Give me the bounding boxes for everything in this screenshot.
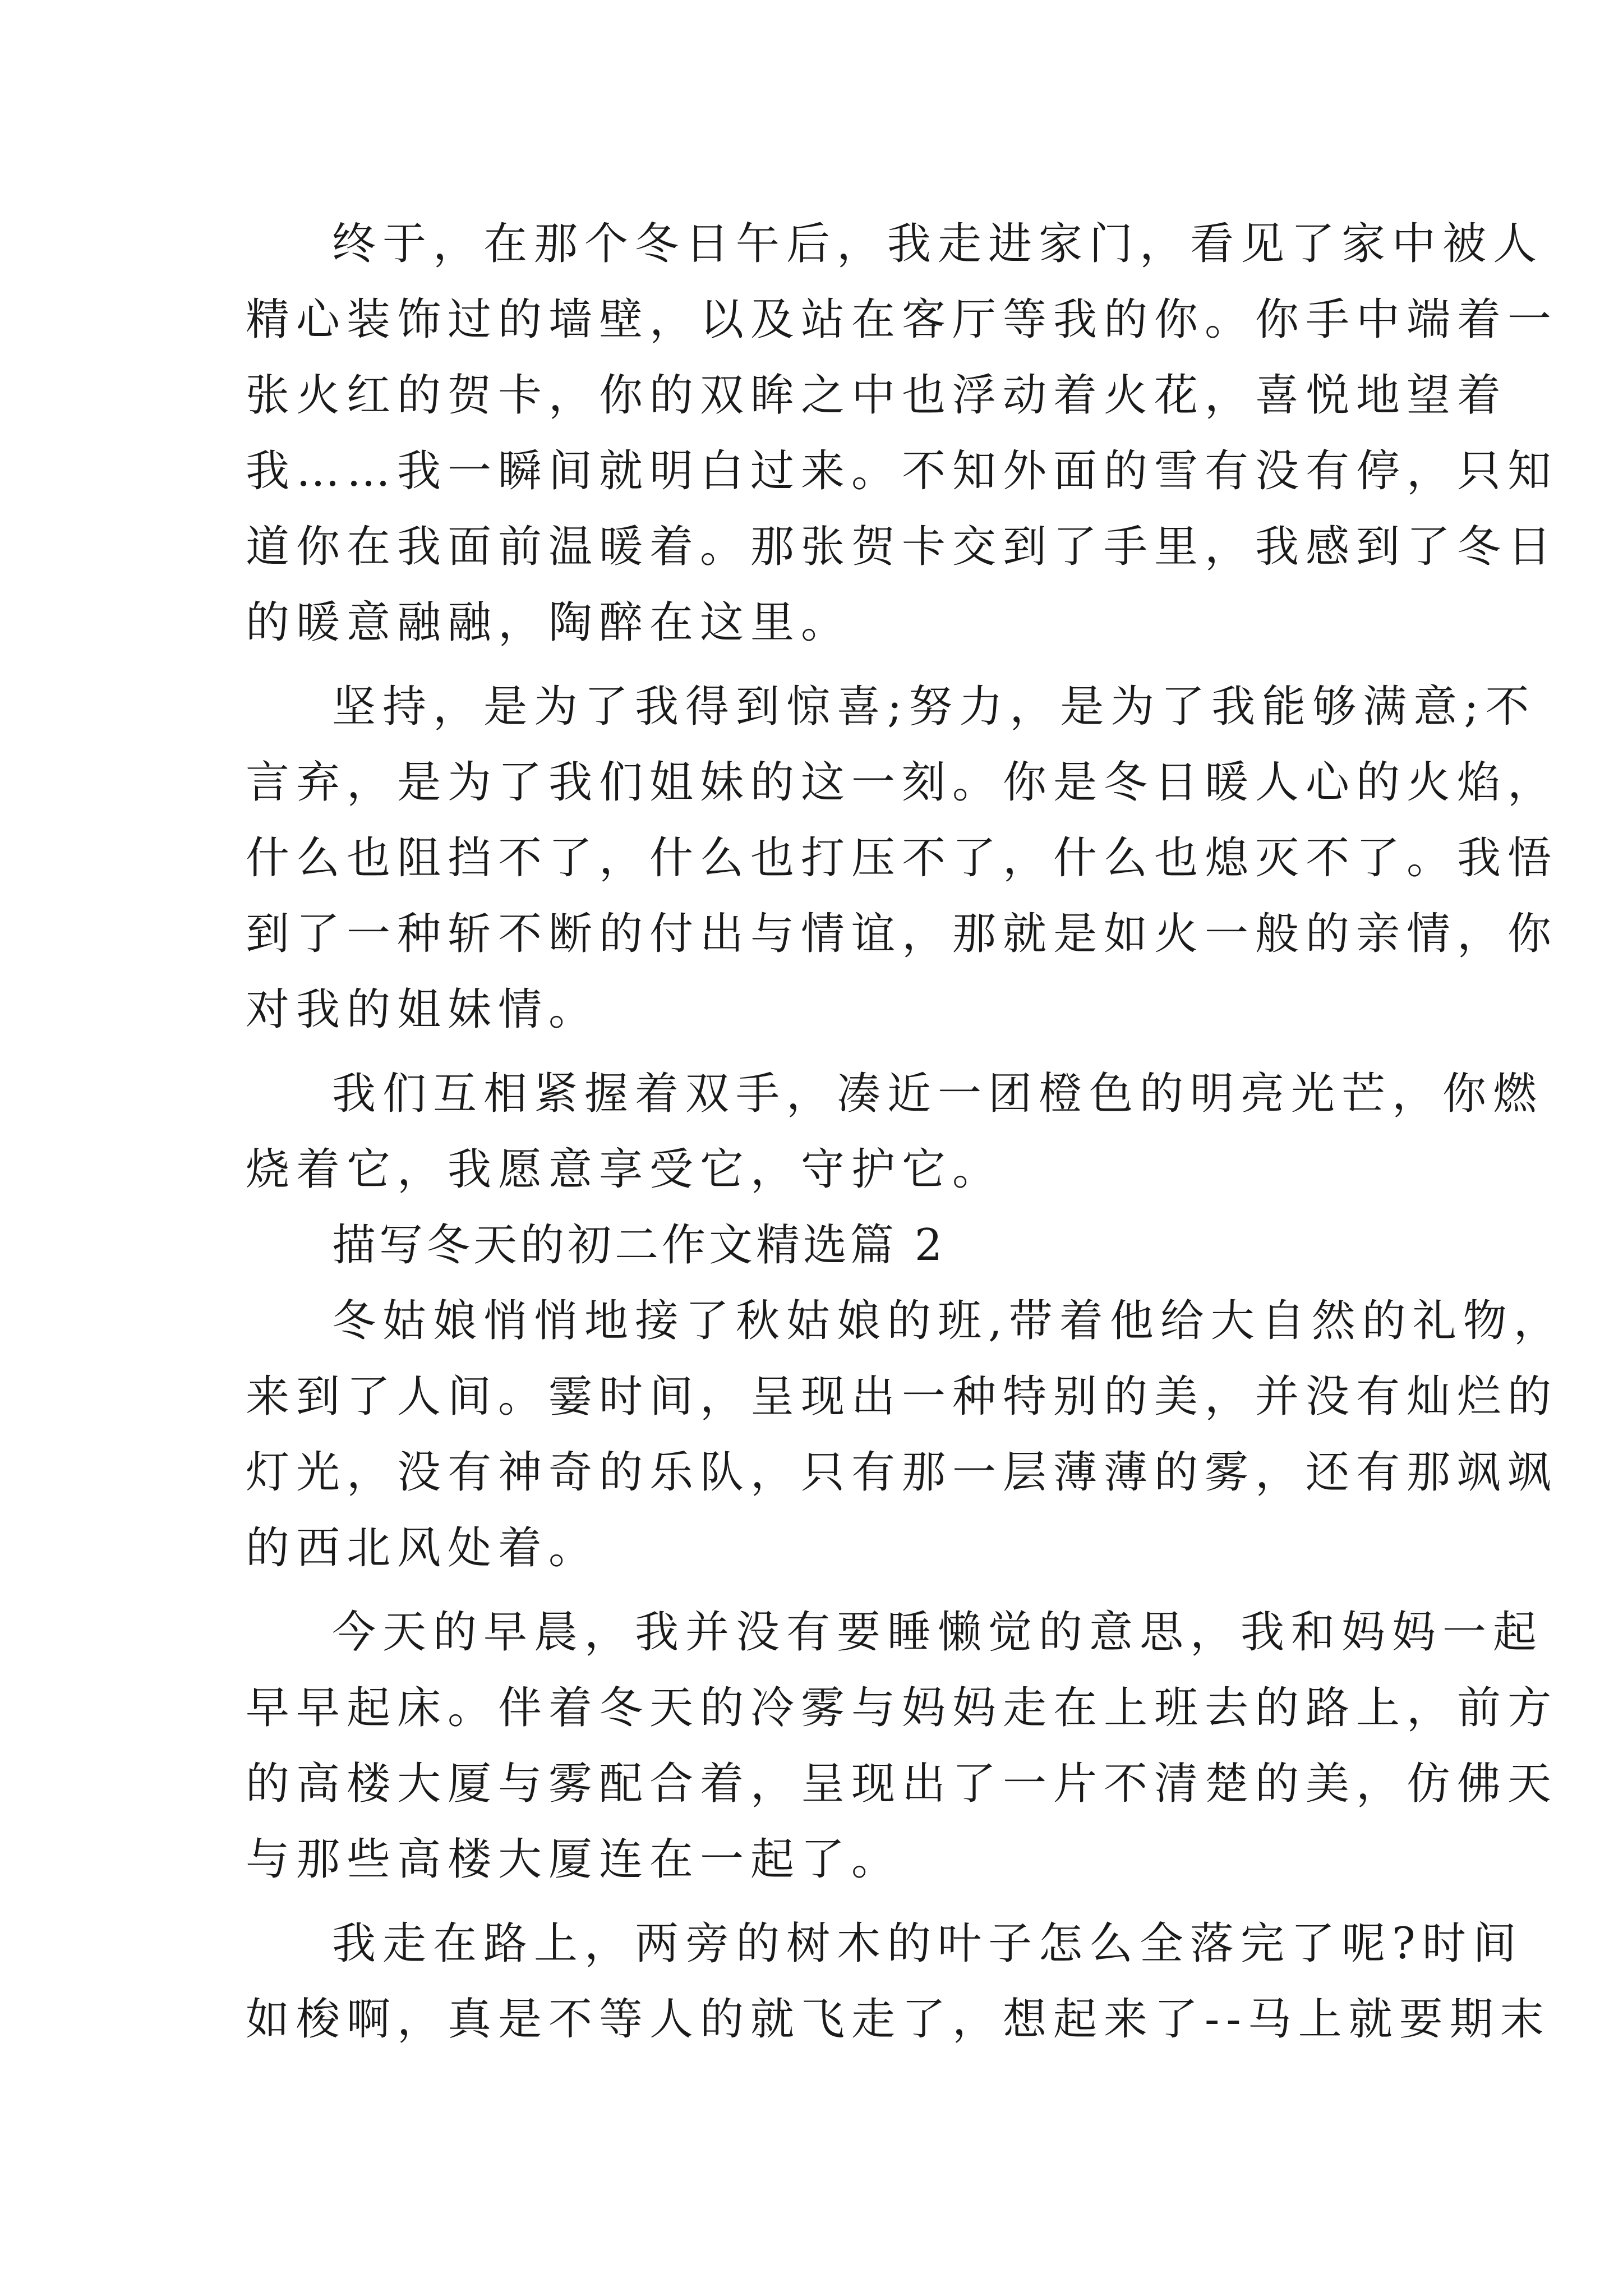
text-line: 灯光，没有神奇的乐队，只有那一层薄薄的雾，还有那飒飒 bbox=[246, 1447, 1559, 1498]
text-line: 我……我一瞬间就明白过来。不知外面的雪有没有停，只知 bbox=[246, 446, 1559, 496]
text-line: 精心装饰过的墙壁，以及站在客厅等我的你。你手中端着一 bbox=[246, 295, 1559, 345]
text-line: 什么也阻挡不了，什么也打压不了，什么也熄灭不了。我悟 bbox=[246, 833, 1559, 884]
text-line: 坚持，是为了我得到惊喜;努力，是为了我能够满意;不 bbox=[332, 682, 1536, 732]
text-line: 今天的早晨，我并没有要睡懒觉的意思，我和妈妈一起 bbox=[332, 1607, 1544, 1658]
text-line: 冬姑娘悄悄地接了秋姑娘的班,带着他给大自然的礼物， bbox=[332, 1296, 1564, 1346]
text-line: 的高楼大厦与雾配合着，呈现出了一片不清楚的美，仿佛天 bbox=[246, 1759, 1559, 1809]
text-line: 我走在路上，两旁的树木的叶子怎么全落完了呢?时间 bbox=[332, 1918, 1523, 1969]
text-line: 的西北风处着。 bbox=[246, 1523, 600, 1573]
text-line: 与那些高楼大厦连在一起了。 bbox=[246, 1834, 902, 1885]
text-line: 张火红的贺卡，你的双眸之中也浮动着火花，喜悦地望着 bbox=[246, 370, 1508, 421]
text-line: 我们互相紧握着双手，凑近一团橙色的明亮光芒，你燃 bbox=[332, 1069, 1544, 1119]
text-line: 道你在我面前温暖着。那张贺卡交到了手里，我感到了冬日 bbox=[246, 522, 1559, 572]
text-line: 来到了人间。霎时间，呈现出一种特别的美，并没有灿烂的 bbox=[246, 1372, 1559, 1422]
text-line: 的暖意融融，陶醉在这里。 bbox=[246, 597, 852, 648]
text-line: 终于，在那个冬日午后，我走进家门，看见了家中被人 bbox=[332, 219, 1544, 269]
text-line: 烧着它，我愿意享受它，守护它。 bbox=[246, 1144, 1003, 1195]
section-heading: 描写冬天的初二作文精选篇 2 bbox=[332, 1220, 946, 1271]
text-line: 到了一种斩不断的付出与情谊，那就是如火一般的亲情，你 bbox=[246, 909, 1559, 959]
text-line: 早早起床。伴着冬天的冷雾与妈妈走在上班去的路上，前方 bbox=[246, 1683, 1559, 1733]
text-line: 言弃，是为了我们姐妹的这一刻。你是冬日暖人心的火焰， bbox=[246, 757, 1559, 808]
text-line: 如梭啊，真是不等人的就飞走了，想起来了--马上就要期末 bbox=[246, 1994, 1551, 2045]
text-line: 对我的姐妹情。 bbox=[246, 984, 600, 1035]
